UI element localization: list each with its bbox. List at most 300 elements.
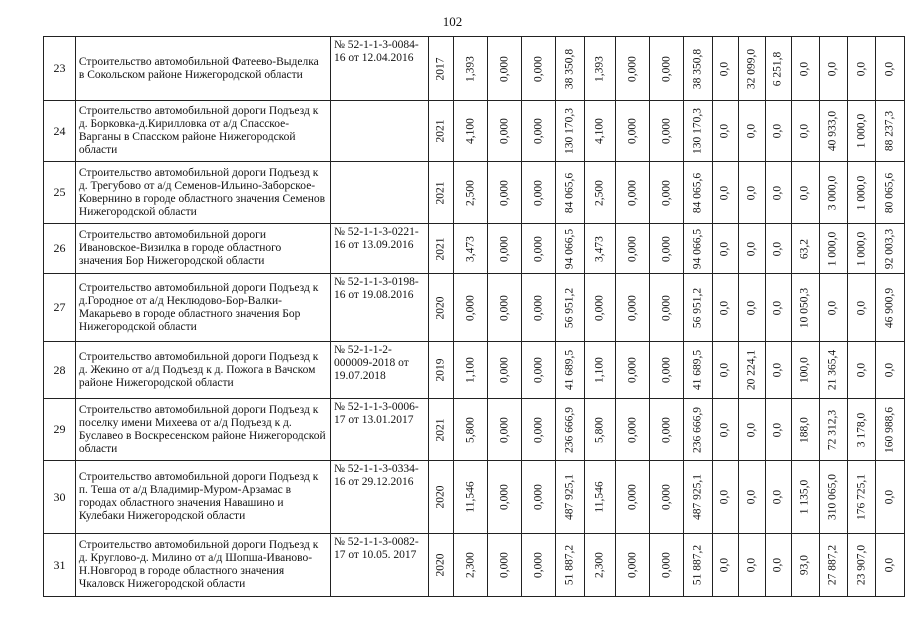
cell-value: 94 066,5 bbox=[563, 228, 576, 269]
cell-value: 51 887,2 bbox=[563, 544, 576, 586]
cell-value: 27 887,2 bbox=[826, 544, 839, 586]
cell-value: 487 925,1 bbox=[563, 474, 576, 520]
object-description: Строительство автомобильной дороги Подъезд к д. Круглово-д. Милино от а/д Шопша-Иваново-Н.Новгород в городе областного значения Чкаловск Нижегородской области bbox=[75, 534, 330, 597]
value-cell bbox=[454, 534, 488, 597]
cell-value: 0,0 bbox=[771, 557, 784, 573]
value-cell bbox=[522, 162, 556, 224]
value-cell bbox=[819, 399, 847, 461]
cell-value: 2020 bbox=[434, 296, 447, 319]
value-cell bbox=[684, 101, 712, 162]
table-row bbox=[44, 224, 905, 274]
value-cell bbox=[739, 534, 766, 597]
value-cell bbox=[650, 101, 684, 162]
value-cell bbox=[876, 224, 905, 274]
value-cell bbox=[848, 274, 876, 342]
cell-value: 0,000 bbox=[660, 484, 673, 510]
cell-value: 6 251,8 bbox=[771, 51, 784, 86]
value-cell bbox=[616, 162, 650, 224]
value-cell bbox=[522, 342, 556, 399]
value-cell bbox=[650, 274, 684, 342]
value-cell bbox=[876, 101, 905, 162]
cell-value: 236 666,9 bbox=[563, 406, 576, 453]
cell-value: 0,000 bbox=[532, 179, 545, 206]
value-cell bbox=[819, 162, 847, 224]
row-number: 23 bbox=[44, 37, 76, 101]
cell-value: 1,100 bbox=[593, 357, 606, 383]
value-cell bbox=[739, 101, 766, 162]
cell-value: 0,0 bbox=[718, 241, 731, 256]
value-cell bbox=[584, 37, 615, 101]
cell-value: 0,000 bbox=[498, 357, 511, 383]
value-cell bbox=[488, 399, 522, 461]
cell-value: 2021 bbox=[434, 418, 447, 441]
cell-value: 0,000 bbox=[498, 552, 511, 578]
value-cell bbox=[650, 399, 684, 461]
value-cell bbox=[650, 461, 684, 534]
value-cell bbox=[454, 274, 488, 342]
cell-value: 0,000 bbox=[626, 118, 639, 144]
expertise-conclusion: № 52-1-1-3-0082-17 от 10.05. 2017 bbox=[330, 534, 428, 597]
value-cell bbox=[792, 399, 819, 461]
value-cell bbox=[792, 101, 819, 162]
value-cell bbox=[819, 224, 847, 274]
cell-value: 0,000 bbox=[593, 294, 606, 321]
cell-value: 0,0 bbox=[718, 61, 731, 76]
value-cell bbox=[712, 534, 739, 597]
cell-value: 0,0 bbox=[745, 241, 758, 256]
cell-value: 38 350,8 bbox=[563, 48, 576, 89]
value-cell bbox=[650, 37, 684, 101]
cell-value: 130 170,3 bbox=[691, 108, 704, 154]
value-cell bbox=[556, 342, 584, 399]
value-cell bbox=[522, 274, 556, 342]
cell-value: 0,000 bbox=[626, 357, 639, 383]
cell-value: 2019 bbox=[434, 358, 447, 382]
value-cell bbox=[792, 37, 819, 101]
value-cell bbox=[488, 37, 522, 101]
cell-value: 23 907,0 bbox=[855, 544, 868, 586]
cell-value: 38 350,8 bbox=[691, 48, 704, 89]
cell-value: 10 050,3 bbox=[798, 287, 811, 328]
table-row bbox=[44, 399, 905, 461]
value-cell bbox=[739, 224, 766, 274]
cell-value: 72 312,3 bbox=[826, 409, 839, 450]
cell-value: 0,000 bbox=[498, 484, 511, 510]
value-cell bbox=[616, 274, 650, 342]
value-cell bbox=[739, 461, 766, 534]
cell-value: 56 951,2 bbox=[563, 287, 576, 328]
cell-value: 80 065,6 bbox=[883, 172, 896, 213]
cell-value: 0,0 bbox=[798, 123, 811, 139]
value-cell bbox=[876, 399, 905, 461]
row-number: 25 bbox=[44, 162, 76, 224]
cell-value: 2020 bbox=[434, 485, 447, 509]
cell-value: 0,000 bbox=[626, 235, 639, 262]
value-cell bbox=[819, 461, 847, 534]
object-description: Строительство автомобильной Фатеево-Выделка в Сокольском районе Нижегородской области bbox=[75, 37, 330, 101]
cell-value: 63,2 bbox=[798, 238, 811, 259]
value-cell bbox=[454, 342, 488, 399]
value-cell bbox=[739, 162, 766, 224]
expertise-conclusion bbox=[330, 101, 428, 162]
value-cell bbox=[584, 224, 615, 274]
value-cell bbox=[712, 399, 739, 461]
value-cell bbox=[428, 274, 454, 342]
value-cell bbox=[876, 37, 905, 101]
cell-value: 21 365,4 bbox=[826, 349, 839, 391]
cell-value: 0,0 bbox=[771, 489, 784, 505]
cell-value: 0,000 bbox=[660, 118, 673, 144]
value-cell bbox=[454, 37, 488, 101]
value-cell bbox=[848, 399, 876, 461]
cell-value: 40 933,0 bbox=[826, 110, 839, 152]
cell-value: 1 000,0 bbox=[855, 113, 868, 149]
cell-value: 0,000 bbox=[626, 55, 639, 82]
table-row bbox=[44, 461, 905, 534]
cell-value: 1,393 bbox=[593, 55, 606, 82]
cell-value: 0,000 bbox=[498, 118, 511, 144]
value-cell bbox=[584, 461, 615, 534]
cell-value: 0,0 bbox=[826, 300, 839, 315]
value-cell bbox=[584, 342, 615, 399]
expertise-conclusion bbox=[330, 162, 428, 224]
table-row bbox=[44, 342, 905, 399]
expertise-conclusion: № 52-1-1-3-0198-16 от 19.08.2016 bbox=[330, 274, 428, 342]
cell-value: 236 666,9 bbox=[691, 406, 704, 453]
value-cell bbox=[454, 224, 488, 274]
value-cell bbox=[739, 399, 766, 461]
value-cell bbox=[792, 224, 819, 274]
value-cell bbox=[684, 274, 712, 342]
value-cell bbox=[739, 37, 766, 101]
cell-value: 0,0 bbox=[771, 241, 784, 256]
cell-value: 3,473 bbox=[464, 235, 477, 262]
object-description: Строительство автомобильной дороги Подъезд к д. Борковка-д.Кирилловка от а/д Спасское-Варганы в Спасском районе Нижегородской области bbox=[75, 101, 330, 162]
expertise-conclusion: № 52-1-1-2-000009-2018 от 19.07.2018 bbox=[330, 342, 428, 399]
page-number: 102 bbox=[442, 14, 463, 29]
row-number: 31 bbox=[44, 534, 76, 597]
cell-value: 160 988,6 bbox=[883, 406, 896, 453]
cell-value: 0,000 bbox=[660, 179, 673, 206]
value-cell bbox=[876, 534, 905, 597]
cell-value: 0,0 bbox=[883, 489, 896, 505]
cell-value: 0,0 bbox=[771, 300, 784, 315]
object-description: Строительство автомобильной дороги Подъезд к д. Жекино от а/д Подъезд к д. Пожога в Вачском районе Нижегородской области bbox=[75, 342, 330, 399]
value-cell bbox=[792, 162, 819, 224]
cell-value: 0,000 bbox=[626, 416, 639, 443]
value-cell bbox=[819, 37, 847, 101]
cell-value: 0,0 bbox=[855, 362, 868, 378]
value-cell bbox=[584, 534, 615, 597]
cell-value: 51 887,2 bbox=[691, 544, 704, 586]
cell-value: 0,000 bbox=[498, 416, 511, 443]
value-cell bbox=[488, 461, 522, 534]
cell-value: 0,0 bbox=[745, 557, 758, 573]
value-cell bbox=[712, 37, 739, 101]
value-cell bbox=[792, 342, 819, 399]
value-cell bbox=[428, 534, 454, 597]
value-cell bbox=[848, 37, 876, 101]
value-cell bbox=[819, 101, 847, 162]
cell-value: 4,100 bbox=[464, 118, 477, 144]
cell-value: 46 900,9 bbox=[883, 287, 896, 328]
value-cell bbox=[819, 534, 847, 597]
cell-value: 41 689,5 bbox=[691, 349, 704, 391]
value-cell bbox=[584, 162, 615, 224]
cell-value: 0,0 bbox=[718, 489, 731, 505]
value-cell bbox=[876, 342, 905, 399]
cell-value: 1 000,0 bbox=[826, 231, 839, 266]
value-cell bbox=[650, 162, 684, 224]
value-cell bbox=[848, 224, 876, 274]
cell-value: 88 237,3 bbox=[883, 110, 896, 152]
cell-value: 2,500 bbox=[464, 179, 477, 206]
cell-value: 0,000 bbox=[660, 55, 673, 82]
table-row bbox=[44, 534, 905, 597]
cell-value: 3 178,0 bbox=[855, 412, 868, 447]
cell-value: 1 000,0 bbox=[855, 175, 868, 210]
cell-value: 0,0 bbox=[718, 422, 731, 437]
value-cell bbox=[556, 399, 584, 461]
cell-value: 0,000 bbox=[498, 55, 511, 82]
value-cell bbox=[488, 274, 522, 342]
cell-value: 0,000 bbox=[532, 118, 545, 144]
cell-value: 0,0 bbox=[855, 61, 868, 76]
value-cell bbox=[765, 37, 792, 101]
value-cell bbox=[765, 274, 792, 342]
value-cell bbox=[616, 534, 650, 597]
value-cell bbox=[454, 162, 488, 224]
cell-value: 0,000 bbox=[626, 179, 639, 206]
value-cell bbox=[522, 224, 556, 274]
cell-value: 0,000 bbox=[464, 294, 477, 321]
cell-value: 0,0 bbox=[771, 422, 784, 437]
cell-value: 0,0 bbox=[771, 362, 784, 378]
value-cell bbox=[428, 461, 454, 534]
value-cell bbox=[684, 224, 712, 274]
cell-value: 0,000 bbox=[532, 235, 545, 262]
value-cell bbox=[616, 342, 650, 399]
cell-value: 100,0 bbox=[798, 357, 811, 383]
value-cell bbox=[488, 162, 522, 224]
value-cell bbox=[488, 224, 522, 274]
cell-value: 0,0 bbox=[855, 300, 868, 315]
value-cell bbox=[454, 101, 488, 162]
cell-value: 4,100 bbox=[593, 118, 606, 144]
value-cell bbox=[616, 399, 650, 461]
value-cell bbox=[765, 224, 792, 274]
cell-value: 0,0 bbox=[798, 185, 811, 200]
cell-value: 11,546 bbox=[464, 481, 477, 513]
value-cell bbox=[584, 101, 615, 162]
value-cell bbox=[616, 224, 650, 274]
road-construction-table bbox=[43, 36, 905, 597]
value-cell bbox=[650, 224, 684, 274]
cell-value: 0,0 bbox=[745, 300, 758, 315]
row-number: 26 bbox=[44, 224, 76, 274]
value-cell bbox=[765, 101, 792, 162]
value-cell bbox=[556, 461, 584, 534]
value-cell bbox=[454, 461, 488, 534]
value-cell bbox=[712, 461, 739, 534]
cell-value: 56 951,2 bbox=[691, 287, 704, 328]
cell-value: 2,300 bbox=[593, 552, 606, 578]
table-row bbox=[44, 101, 905, 162]
cell-value: 94 066,5 bbox=[691, 228, 704, 269]
cell-value: 92 003,3 bbox=[883, 228, 896, 269]
cell-value: 0,000 bbox=[498, 294, 511, 321]
cell-value: 0,000 bbox=[660, 357, 673, 383]
value-cell bbox=[650, 342, 684, 399]
cell-value: 0,000 bbox=[498, 235, 511, 262]
cell-value: 0,0 bbox=[718, 362, 731, 378]
cell-value: 0,000 bbox=[660, 294, 673, 321]
value-cell bbox=[684, 461, 712, 534]
cell-value: 0,000 bbox=[498, 179, 511, 206]
cell-value: 0,000 bbox=[660, 416, 673, 443]
cell-value: 2021 bbox=[434, 119, 447, 143]
cell-value: 130 170,3 bbox=[563, 108, 576, 154]
value-cell bbox=[739, 342, 766, 399]
cell-value: 0,0 bbox=[745, 123, 758, 139]
cell-value: 20 224,1 bbox=[745, 349, 758, 391]
cell-value: 0,0 bbox=[883, 61, 896, 76]
cell-value: 0,0 bbox=[798, 61, 811, 76]
value-cell bbox=[712, 342, 739, 399]
cell-value: 1,100 bbox=[464, 357, 477, 383]
row-number: 28 bbox=[44, 342, 76, 399]
value-cell bbox=[428, 162, 454, 224]
expertise-conclusion: № 52-1-1-3-0084-16 от 12.04.2016 bbox=[330, 37, 428, 101]
cell-value: 0,000 bbox=[660, 552, 673, 578]
value-cell bbox=[848, 162, 876, 224]
value-cell bbox=[792, 461, 819, 534]
object-description: Строительство автомобильной дороги Подъезд к п. Теша от а/д Владимир-Муром-Арзамас в городах областного значения Навашино и Кулебаки Нижегородской области bbox=[75, 461, 330, 534]
value-cell bbox=[556, 37, 584, 101]
cell-value: 0,0 bbox=[771, 185, 784, 200]
value-cell bbox=[848, 534, 876, 597]
value-cell bbox=[712, 101, 739, 162]
cell-value: 0,0 bbox=[718, 557, 731, 573]
expertise-conclusion: № 52-1-1-3-0221-16 от 13.09.2016 bbox=[330, 224, 428, 274]
cell-value: 0,000 bbox=[532, 552, 545, 578]
cell-value: 2,300 bbox=[464, 552, 477, 578]
cell-value: 0,0 bbox=[826, 61, 839, 76]
value-cell bbox=[488, 342, 522, 399]
value-cell bbox=[428, 37, 454, 101]
value-cell bbox=[522, 461, 556, 534]
value-cell bbox=[876, 162, 905, 224]
value-cell bbox=[616, 461, 650, 534]
cell-value: 5,800 bbox=[464, 416, 477, 443]
value-cell bbox=[616, 37, 650, 101]
cell-value: 1 000,0 bbox=[855, 231, 868, 266]
value-cell bbox=[488, 101, 522, 162]
cell-value: 0,0 bbox=[771, 123, 784, 139]
value-cell bbox=[522, 37, 556, 101]
object-description: Строительство автомобильной дороги Подъезд к поселку имени Михеева от а/д Подъезд к д. Буславео в Воскресенском районе Нижегородской области bbox=[75, 399, 330, 461]
cell-value: 2017 bbox=[434, 57, 447, 80]
cell-value: 2,500 bbox=[593, 179, 606, 206]
value-cell bbox=[650, 534, 684, 597]
value-cell bbox=[428, 399, 454, 461]
value-cell bbox=[712, 274, 739, 342]
value-cell bbox=[488, 534, 522, 597]
cell-value: 1,393 bbox=[464, 55, 477, 82]
value-cell bbox=[684, 342, 712, 399]
value-cell bbox=[454, 399, 488, 461]
cell-value: 0,0 bbox=[718, 185, 731, 200]
object-description: Строительство автомобильной дороги Подъезд к д. Трегубово от а/д Семенов-Ильино-Заборское-Ковернино в городе областного значения Семенов Нижегородской области bbox=[75, 162, 330, 224]
cell-value: 176 725,1 bbox=[855, 474, 868, 520]
value-cell bbox=[522, 534, 556, 597]
row-number: 30 bbox=[44, 461, 76, 534]
table-row bbox=[44, 274, 905, 342]
cell-value: 0,000 bbox=[626, 552, 639, 578]
value-cell bbox=[684, 37, 712, 101]
cell-value: 2020 bbox=[434, 553, 447, 577]
expertise-conclusion: № 52-1-1-3-0334-16 от 29.12.2016 bbox=[330, 461, 428, 534]
value-cell bbox=[556, 534, 584, 597]
cell-value: 0,000 bbox=[532, 294, 545, 321]
value-cell bbox=[556, 101, 584, 162]
cell-value: 0,000 bbox=[626, 294, 639, 321]
expertise-conclusion: № 52-1-1-3-0006-17 от 13.01.2017 bbox=[330, 399, 428, 461]
value-cell bbox=[556, 224, 584, 274]
cell-value: 0,000 bbox=[626, 484, 639, 510]
cell-value: 0,000 bbox=[532, 55, 545, 82]
cell-value: 1 135,0 bbox=[798, 479, 811, 515]
object-description: Строительство автомобильной дороги Ивановское-Визилка в городе областного значения Бор Нижегородской области bbox=[75, 224, 330, 274]
value-cell bbox=[792, 274, 819, 342]
value-cell bbox=[876, 274, 905, 342]
value-cell bbox=[522, 399, 556, 461]
value-cell bbox=[876, 461, 905, 534]
cell-value: 93,0 bbox=[798, 554, 811, 576]
cell-value: 0,0 bbox=[745, 489, 758, 505]
cell-value: 32 099,0 bbox=[745, 48, 758, 89]
cell-value: 0,0 bbox=[745, 422, 758, 437]
value-cell bbox=[819, 342, 847, 399]
cell-value: 2021 bbox=[434, 237, 447, 260]
cell-value: 0,000 bbox=[532, 416, 545, 443]
cell-value: 0,0 bbox=[745, 185, 758, 200]
value-cell bbox=[848, 461, 876, 534]
value-cell bbox=[819, 274, 847, 342]
value-cell bbox=[684, 534, 712, 597]
cell-value: 11,546 bbox=[593, 481, 606, 513]
cell-value: 5,800 bbox=[593, 416, 606, 443]
value-cell bbox=[739, 274, 766, 342]
value-cell bbox=[428, 101, 454, 162]
table-row bbox=[44, 162, 905, 224]
table-row bbox=[44, 37, 905, 101]
cell-value: 0,000 bbox=[532, 484, 545, 510]
cell-value: 0,0 bbox=[883, 557, 896, 573]
value-cell bbox=[712, 162, 739, 224]
cell-value: 2021 bbox=[434, 181, 447, 204]
value-cell bbox=[616, 101, 650, 162]
value-cell bbox=[556, 162, 584, 224]
cell-value: 41 689,5 bbox=[563, 349, 576, 391]
cell-value: 0,000 bbox=[532, 357, 545, 383]
row-number: 29 bbox=[44, 399, 76, 461]
cell-value: 188,0 bbox=[798, 416, 811, 443]
cell-value: 0,000 bbox=[660, 235, 673, 262]
value-cell bbox=[792, 534, 819, 597]
value-cell bbox=[522, 101, 556, 162]
value-cell bbox=[765, 461, 792, 534]
